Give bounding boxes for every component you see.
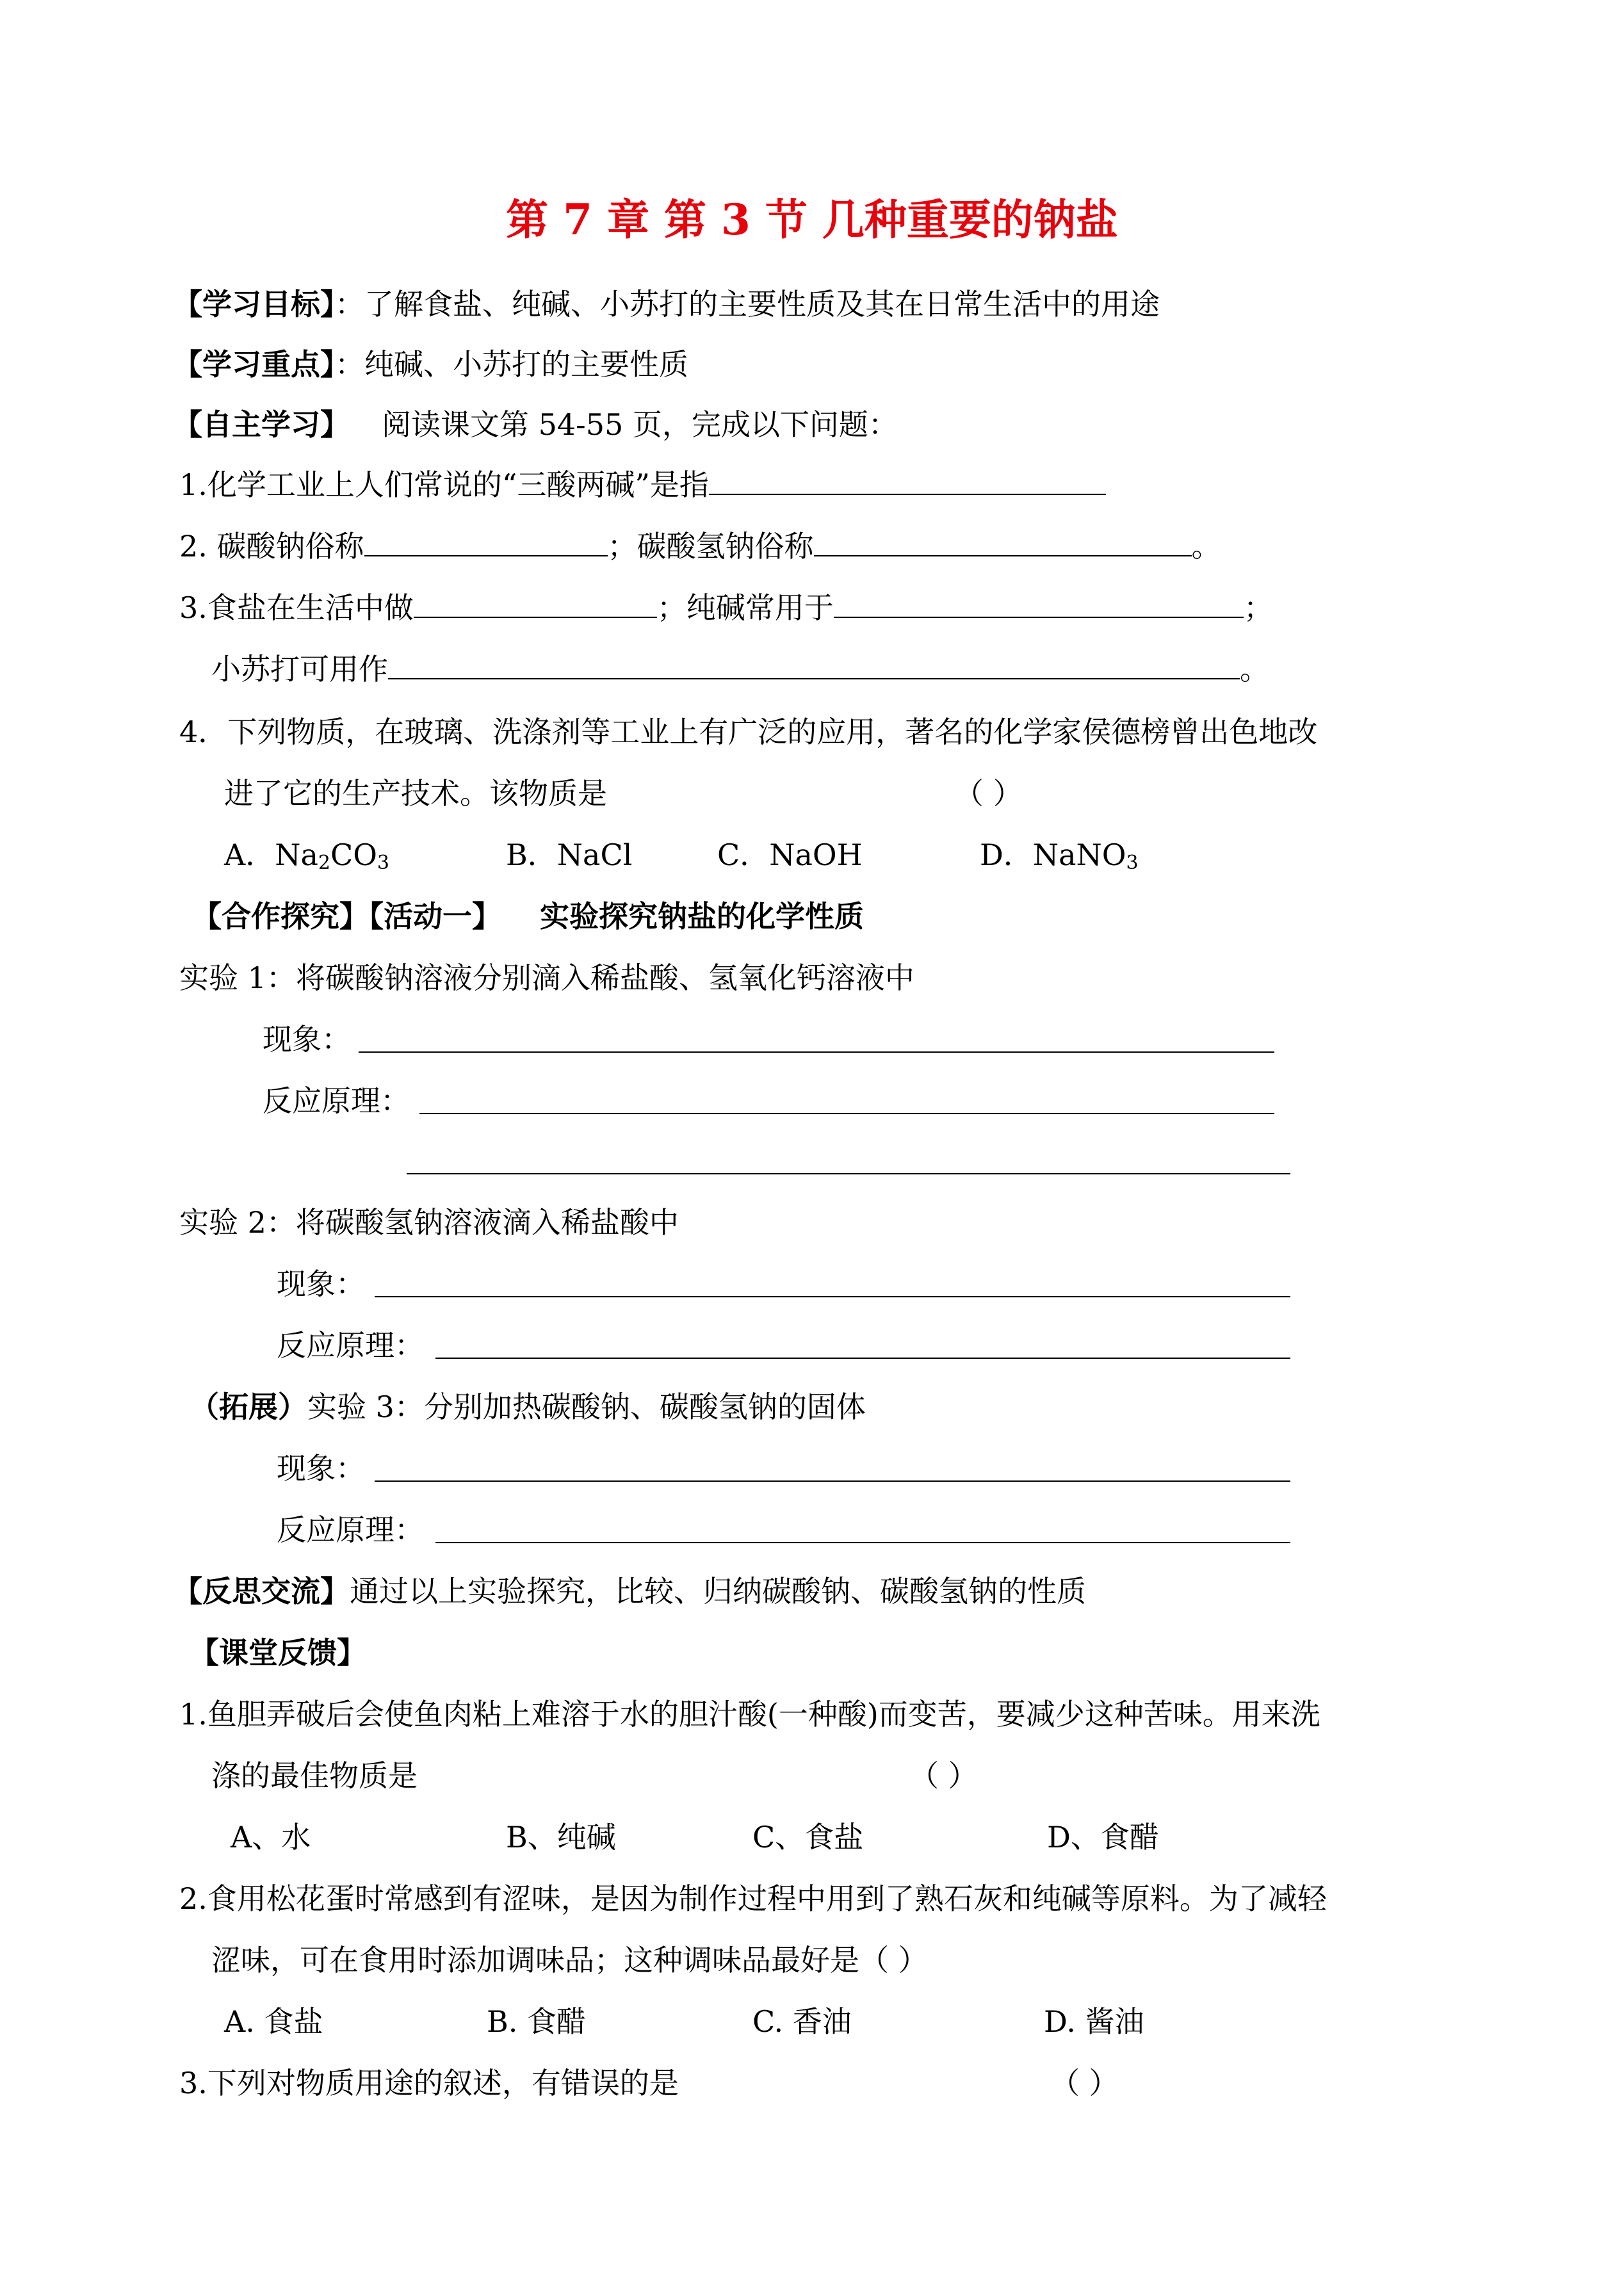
exp1-principle-blank-1[interactable] bbox=[419, 1113, 1274, 1114]
coop-label-2: 【活动一】 bbox=[369, 899, 501, 934]
q1-answer-blank[interactable] bbox=[709, 493, 1106, 495]
q2-answer-blank-2[interactable] bbox=[814, 555, 1192, 556]
exp3-phenomenon-blank[interactable] bbox=[375, 1480, 1290, 1482]
q4-option-a-text: A．Na bbox=[224, 838, 318, 872]
q2-text-c: 。 bbox=[1191, 529, 1221, 564]
q3-answer-blank-2[interactable] bbox=[834, 616, 1244, 618]
q4-option-a[interactable] bbox=[224, 838, 390, 874]
exp2-principle-label: 反应原理： bbox=[277, 1328, 424, 1363]
coop-label-1: 【合作探究】 bbox=[192, 899, 369, 934]
q4-option-d[interactable] bbox=[980, 838, 1139, 874]
exp2-title: 实验 2：将碳酸氢钠溶液滴入稀盐酸中 bbox=[179, 1205, 679, 1240]
q3-text-d: 小苏打可用作 bbox=[211, 652, 388, 686]
f1-line-2: 涤的最佳物质是 bbox=[211, 1758, 418, 1793]
reflection bbox=[173, 1574, 1086, 1609]
q2-text-b: ；碳酸氢钠俗称 bbox=[607, 529, 814, 564]
q4-option-a-sub-1: 2 bbox=[318, 852, 330, 874]
q3-text-c: ； bbox=[1243, 590, 1273, 625]
f1-option-d[interactable]: D、食醋 bbox=[1047, 1820, 1159, 1854]
f1-answer-paren[interactable]: （ ） bbox=[909, 1758, 978, 1793]
exp1-phenomenon-label: 现象： bbox=[263, 1022, 351, 1057]
q4-line-2: 进了它的生产技术。该物质是 bbox=[224, 776, 607, 811]
q4-option-a-text-2: CO bbox=[330, 838, 377, 872]
reflect-text: 通过以上实验探究，比较、归纳碳酸钠、碳酸氢钠的性质 bbox=[350, 1574, 1086, 1609]
q4-option-d-text: D．NaNO bbox=[980, 838, 1126, 872]
exp1-phenomenon-blank[interactable] bbox=[359, 1051, 1274, 1053]
q3-text-b: ；纯碱常用于 bbox=[656, 590, 834, 625]
exp3-title: 实验 3：分别加热碳酸钠、碳酸氢钠的固体 bbox=[307, 1390, 866, 1424]
goal-text: ：了解食盐、纯碱、小苏打的主要性质及其在日常生活中的用途 bbox=[335, 287, 1160, 321]
exp3-principle-blank[interactable] bbox=[435, 1542, 1290, 1543]
exp3-title-line bbox=[190, 1392, 866, 1422]
exp2-phenomenon-blank[interactable] bbox=[375, 1296, 1290, 1297]
q4-answer-paren[interactable]: （ ） bbox=[954, 776, 1023, 811]
goal-label: 【学习目标】 bbox=[173, 287, 335, 321]
question-2 bbox=[179, 529, 1221, 564]
q4-option-c[interactable]: C．NaOH bbox=[717, 838, 863, 872]
f1-option-c[interactable]: C、食盐 bbox=[752, 1820, 864, 1854]
q4-option-b[interactable]: B．NaCl bbox=[506, 838, 633, 872]
q3-text-a: 3.食盐在生活中做 bbox=[179, 590, 414, 625]
q3-answer-blank-3[interactable] bbox=[388, 677, 1240, 679]
focus-label: 【学习重点】 bbox=[173, 347, 335, 382]
f3-answer-paren[interactable]: （ ） bbox=[1050, 2066, 1119, 2100]
f1-line-1: 1.鱼胆弄破后会使鱼肉粘上难溶于水的胆汁酸(一种酸)而变苦，要减少这种苦味。用来洗 bbox=[179, 1697, 1320, 1731]
f2-option-c[interactable]: C. 香油 bbox=[752, 2004, 852, 2039]
learning-goal bbox=[173, 289, 1160, 319]
f1-option-b[interactable]: B、纯碱 bbox=[506, 1820, 616, 1854]
focus-text: ：纯碱、小苏打的主要性质 bbox=[335, 347, 688, 382]
f1-option-a[interactable]: A、水 bbox=[231, 1820, 311, 1854]
exp1-title: 实验 1：将碳酸钠溶液分别滴入稀盐酸、氢氧化钙溶液中 bbox=[179, 961, 914, 995]
q4-option-d-sub: 3 bbox=[1126, 852, 1139, 874]
f2-option-d[interactable]: D. 酱油 bbox=[1044, 2004, 1144, 2039]
q2-text-a: 2. 碳酸钠俗称 bbox=[179, 529, 364, 564]
q3-answer-blank-1[interactable] bbox=[414, 616, 657, 618]
learning-focus bbox=[173, 347, 688, 382]
q3-text-e: 。 bbox=[1240, 652, 1269, 686]
q1-text: 1.化学工业上人们常说的“三酸两碱”是指 bbox=[179, 467, 709, 502]
f2-line-1: 2.食用松花蛋时常感到有涩味，是因为制作过程中用到了熟石灰和纯碱等原料。为了减轻 bbox=[179, 1881, 1327, 1916]
exp3-principle-label: 反应原理： bbox=[277, 1512, 424, 1547]
q4-option-a-sub-2: 3 bbox=[377, 852, 390, 874]
question-3-continued bbox=[211, 654, 1269, 684]
exp1-principle-label: 反应原理： bbox=[263, 1083, 410, 1118]
f3-text: 3.下列对物质用途的叙述，有错误的是 bbox=[179, 2066, 679, 2100]
f2-option-a[interactable]: A. 食盐 bbox=[224, 2004, 323, 2039]
self-study-text: 阅读课文第 54-55 页，完成以下问题： bbox=[382, 407, 898, 442]
q4-line-1: 4．下列物质，在玻璃、洗涤剂等工业上有广泛的应用，著名的化学家侯德榜曾出色地改 bbox=[179, 715, 1318, 749]
exp2-principle-blank[interactable] bbox=[435, 1358, 1290, 1359]
question-3 bbox=[179, 590, 1273, 625]
self-study bbox=[173, 407, 898, 442]
self-study-label: 【自主学习】 bbox=[173, 407, 350, 442]
q2-answer-blank-1[interactable] bbox=[364, 555, 608, 556]
question-1 bbox=[179, 467, 1106, 502]
exp3-label: （拓展） bbox=[190, 1390, 307, 1424]
feedback-heading: 【课堂反馈】 bbox=[190, 1635, 366, 1670]
exp2-phenomenon-label: 现象： bbox=[277, 1267, 365, 1301]
cooperative-inquiry bbox=[192, 899, 864, 934]
exp1-principle-blank-2[interactable] bbox=[407, 1173, 1290, 1174]
f2-line-2: 涩味，可在食用时添加调味品；这种调味品最好是（ ） bbox=[211, 1943, 928, 1977]
coop-text: 实验探究钠盐的化学性质 bbox=[540, 899, 864, 934]
reflect-label: 【反思交流】 bbox=[173, 1574, 350, 1609]
exp3-phenomenon-label: 现象： bbox=[277, 1451, 365, 1486]
page-title: 第 7 章 第 3 节 几种重要的钠盐 bbox=[506, 195, 1118, 245]
f2-option-b[interactable]: B. 食醋 bbox=[487, 2004, 587, 2039]
